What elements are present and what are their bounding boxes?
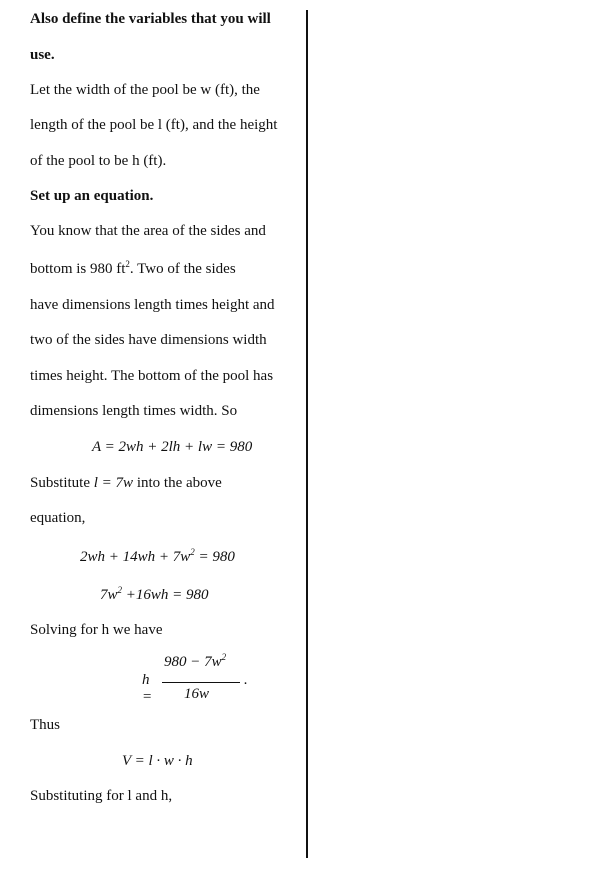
h-numerator-exponent: 2 (221, 652, 227, 662)
area-text: bottom is 980 ft (30, 261, 126, 277)
text-line: equation, (30, 510, 86, 526)
substituted-rhs: = 980 (194, 549, 235, 565)
text-line: times height. The bottom of the pool has (30, 368, 274, 384)
substituted-exponent: 2 (190, 547, 195, 557)
substitute-expression: l = 7w (93, 475, 134, 491)
substitute-text: Substitute (30, 475, 94, 491)
substituted-equation (80, 548, 235, 566)
text-line: Let the width of the pool be w (ft), the (30, 82, 260, 98)
text-line: Solving for h we have (30, 622, 163, 638)
h-numerator (164, 654, 226, 671)
text-line: two of the sides have dimensions width (30, 332, 267, 348)
text-line: Also define the variables that you will (30, 11, 271, 27)
area-exponent: 2 (125, 259, 130, 269)
volume-equation: V = l · w · h (122, 753, 193, 769)
area-suffix: . Two of the sides (129, 261, 236, 277)
substituted-lhs: 2wh + 14wh + 7w (80, 549, 191, 565)
text-line: You know that the area of the sides and (30, 223, 266, 239)
text-line: of the pool to be h (ft). (30, 153, 167, 169)
simplified-lhs: 7w (100, 587, 118, 603)
text-line: dimensions length times width. So (30, 403, 238, 419)
h-equation-lhs: h = (142, 672, 153, 705)
text-line: Thus (30, 717, 60, 733)
h-numerator-text: 980 − 7w (164, 654, 222, 670)
area-statement-line (30, 260, 236, 278)
area-equation: A = 2wh + 2lh + lw = 980 (92, 439, 253, 455)
h-equation-period: . (244, 672, 248, 688)
simplified-rhs: +16wh = 980 (122, 587, 209, 603)
h-denominator: 16w (184, 686, 210, 702)
substitute-suffix: into the above (133, 475, 222, 491)
text-line: have dimensions length times height and (30, 297, 275, 313)
text-line: use. (30, 47, 55, 63)
simplified-equation (100, 586, 209, 604)
text-line: Set up an equation. (30, 188, 154, 204)
column-divider (306, 10, 308, 858)
text-line: Substituting for l and h, (30, 788, 173, 804)
simplified-exponent: 2 (117, 585, 123, 595)
fraction-bar (162, 682, 240, 683)
text-line: length of the pool be l (ft), and the height (30, 117, 278, 133)
substitute-line (30, 474, 222, 492)
